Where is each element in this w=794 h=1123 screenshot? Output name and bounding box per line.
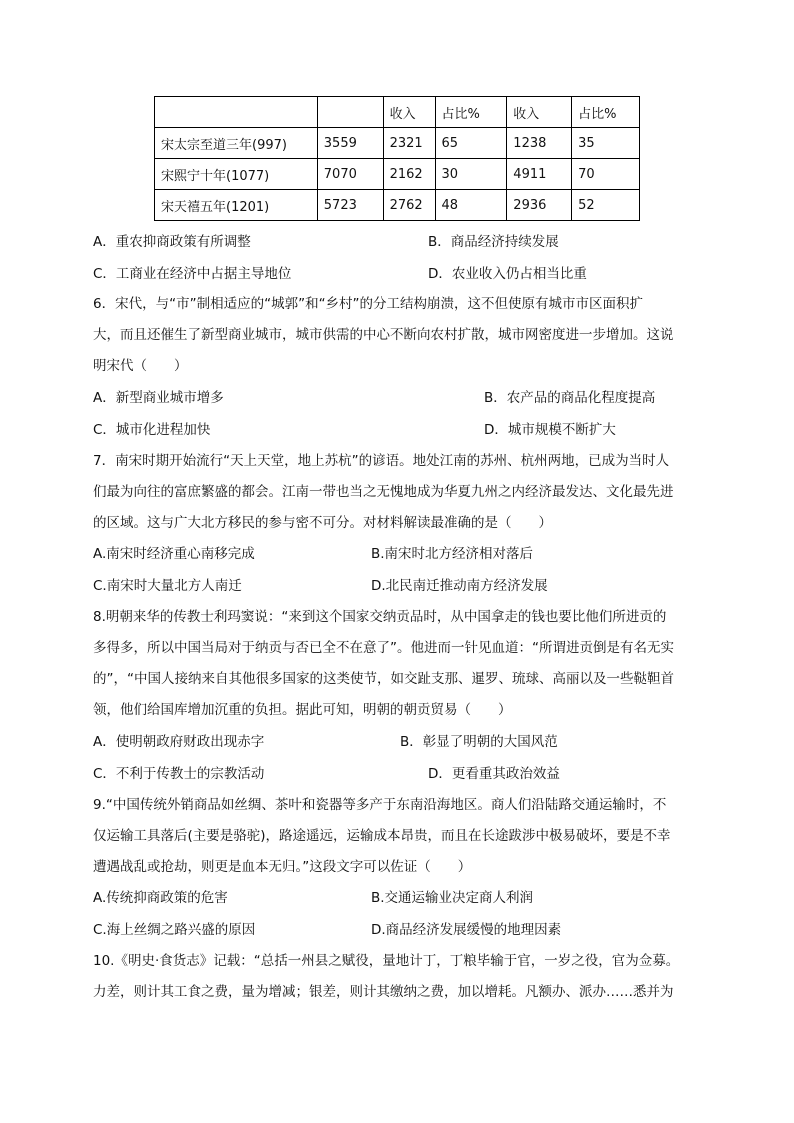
q6-stem-line: 6．宋代，与“市”制相适应的“城郭”和“乡村”的分工结构崩溃，这不但使原有城市市区面积扩 bbox=[93, 296, 644, 312]
q7-option-d: D.北民南迁推动南方经济发展 bbox=[371, 578, 548, 594]
q10-stem-line: 10.《明史·食货志》记载：“总括一州县之赋役，量地计丁，丁粮毕输于官，一岁之役，官为佥募。 bbox=[93, 953, 680, 969]
table-cell: 2936 bbox=[507, 190, 572, 221]
q9-option-c: C.海上丝绸之路兴盛的原因 bbox=[93, 922, 256, 938]
q7-stem-line: 的区域。这与广大北方移民的参与密不可分。对材料解读最准确的是（ ） bbox=[93, 515, 552, 531]
q9-stem-line: 遭遇战乱或抢劫，则更是血本无归。”这段文字可以佐证（ ） bbox=[93, 859, 472, 875]
q7-option-a: A.南宋时经济重心南移完成 bbox=[93, 546, 255, 562]
q5-option-c: C．工商业在经济中占据主导地位 bbox=[93, 266, 292, 282]
header-cell: 收入 bbox=[383, 97, 435, 128]
q5-option-d: D．农业收入仍占相当比重 bbox=[428, 266, 587, 282]
table-cell: 7070 bbox=[317, 159, 383, 190]
table-cell: 52 bbox=[572, 190, 640, 221]
q7-stem-line: 们最为向往的富庶繁盛的都会。江南一带也当之无愧地成为华夏九州之内经济最发达、文化最先进 bbox=[93, 484, 674, 500]
q7-option-b: B.南宋时北方经济相对落后 bbox=[371, 546, 534, 562]
q10-stem-line: 力差，则计其工食之费，量为增减；银差，则计其缴纳之费，加以增耗。凡额办、派办……悉并为 bbox=[93, 984, 674, 1000]
table-row bbox=[155, 128, 640, 159]
q6-option-d: D．城市规模不断扩大 bbox=[484, 422, 616, 438]
q6-option-c: C．城市化进程加快 bbox=[93, 422, 211, 438]
table-cell: 宋熙宁十年(1077) bbox=[155, 159, 318, 190]
q7-option-c: C.南宋时大量北方人南迁 bbox=[93, 578, 242, 594]
q9-option-b: B.交通运输业决定商人利润 bbox=[371, 890, 534, 906]
revenue-table bbox=[154, 96, 640, 221]
header-cell: 收入 bbox=[507, 97, 572, 128]
table-header-row bbox=[155, 97, 640, 128]
table-cell: 35 bbox=[572, 128, 640, 159]
table-cell: 宋天禧五年(1201) bbox=[155, 190, 318, 221]
header-cell bbox=[155, 97, 318, 128]
q8-stem-line: 8.明朝来华的传教士利玛窦说：“来到这个国家交纳贡品时，从中国拿走的钱也要比他们所进贡的 bbox=[93, 609, 667, 625]
header-cell bbox=[317, 97, 383, 128]
q9-option-a: A.传统抑商政策的危害 bbox=[93, 890, 228, 906]
q8-option-a: A．使明朝政府财政出现赤字 bbox=[93, 734, 265, 750]
q9-stem-line: 仅运输工具落后(主要是骆驼)，路途遥远，运输成本昂贵，而且在长途跋涉中极易破坏，要是不幸 bbox=[93, 828, 671, 844]
q8-stem-line: 领，他们给国库增加沉重的负担。据此可知，明朝的朝贡贸易（ ） bbox=[93, 702, 512, 718]
header-cell: 占比% bbox=[572, 97, 640, 128]
q6-option-a: A．新型商业城市增多 bbox=[93, 390, 224, 406]
header-cell: 占比% bbox=[435, 97, 507, 128]
q6-stem-line: 明宋代（ ） bbox=[93, 358, 188, 374]
table-row bbox=[155, 159, 640, 190]
table-cell: 48 bbox=[435, 190, 507, 221]
q8-stem-line: 多得多，所以中国当局对于纳贡与否已全不在意了”。他进而一针见血道：“所谓进贡倒是有名无实 bbox=[93, 640, 674, 656]
table-cell: 2321 bbox=[383, 128, 435, 159]
q5-option-a: A．重农抑商政策有所调整 bbox=[93, 234, 251, 250]
q7-stem-line: 7．南宋时期开始流行“天上天堂，地上苏杭”的谚语。地处江南的苏州、杭州两地，已成为当时人 bbox=[93, 453, 670, 469]
q6-option-b: B．农产品的商品化程度提高 bbox=[484, 390, 656, 406]
table-cell: 宋太宗至道三年(997) bbox=[155, 128, 318, 159]
q6-stem-line: 大，而且还催生了新型商业城市，城市供需的中心不断向农村扩散，城市网密度进一步增加。这说 bbox=[93, 327, 674, 343]
table-cell: 70 bbox=[572, 159, 640, 190]
table-cell: 2762 bbox=[383, 190, 435, 221]
table-cell: 1238 bbox=[507, 128, 572, 159]
table-cell: 2162 bbox=[383, 159, 435, 190]
table-cell: 65 bbox=[435, 128, 507, 159]
q8-option-b: B．彰显了明朝的大国风范 bbox=[400, 734, 558, 750]
q9-stem-line: 9.“中国传统外销商品如丝绸、茶叶和瓷器等多产于东南沿海地区。商人们沿陆路交通运输时，不 bbox=[93, 797, 667, 813]
q9-option-d: D.商品经济发展缓慢的地理因素 bbox=[371, 922, 562, 938]
table-cell: 4911 bbox=[507, 159, 572, 190]
q8-option-c: C．不利于传教士的宗教活动 bbox=[93, 766, 265, 782]
table-cell: 3559 bbox=[317, 128, 383, 159]
table-cell: 30 bbox=[435, 159, 507, 190]
table-row bbox=[155, 190, 640, 221]
table-cell: 5723 bbox=[317, 190, 383, 221]
q8-stem-line: 的”，“中国人接纳来自其他很多国家的这类使节，如交趾支那、暹罗、琉球、高丽以及一些鞑靼首 bbox=[93, 671, 674, 687]
q8-option-d: D．更看重其政治效益 bbox=[428, 766, 560, 782]
q5-option-b: B．商品经济持续发展 bbox=[428, 234, 559, 250]
